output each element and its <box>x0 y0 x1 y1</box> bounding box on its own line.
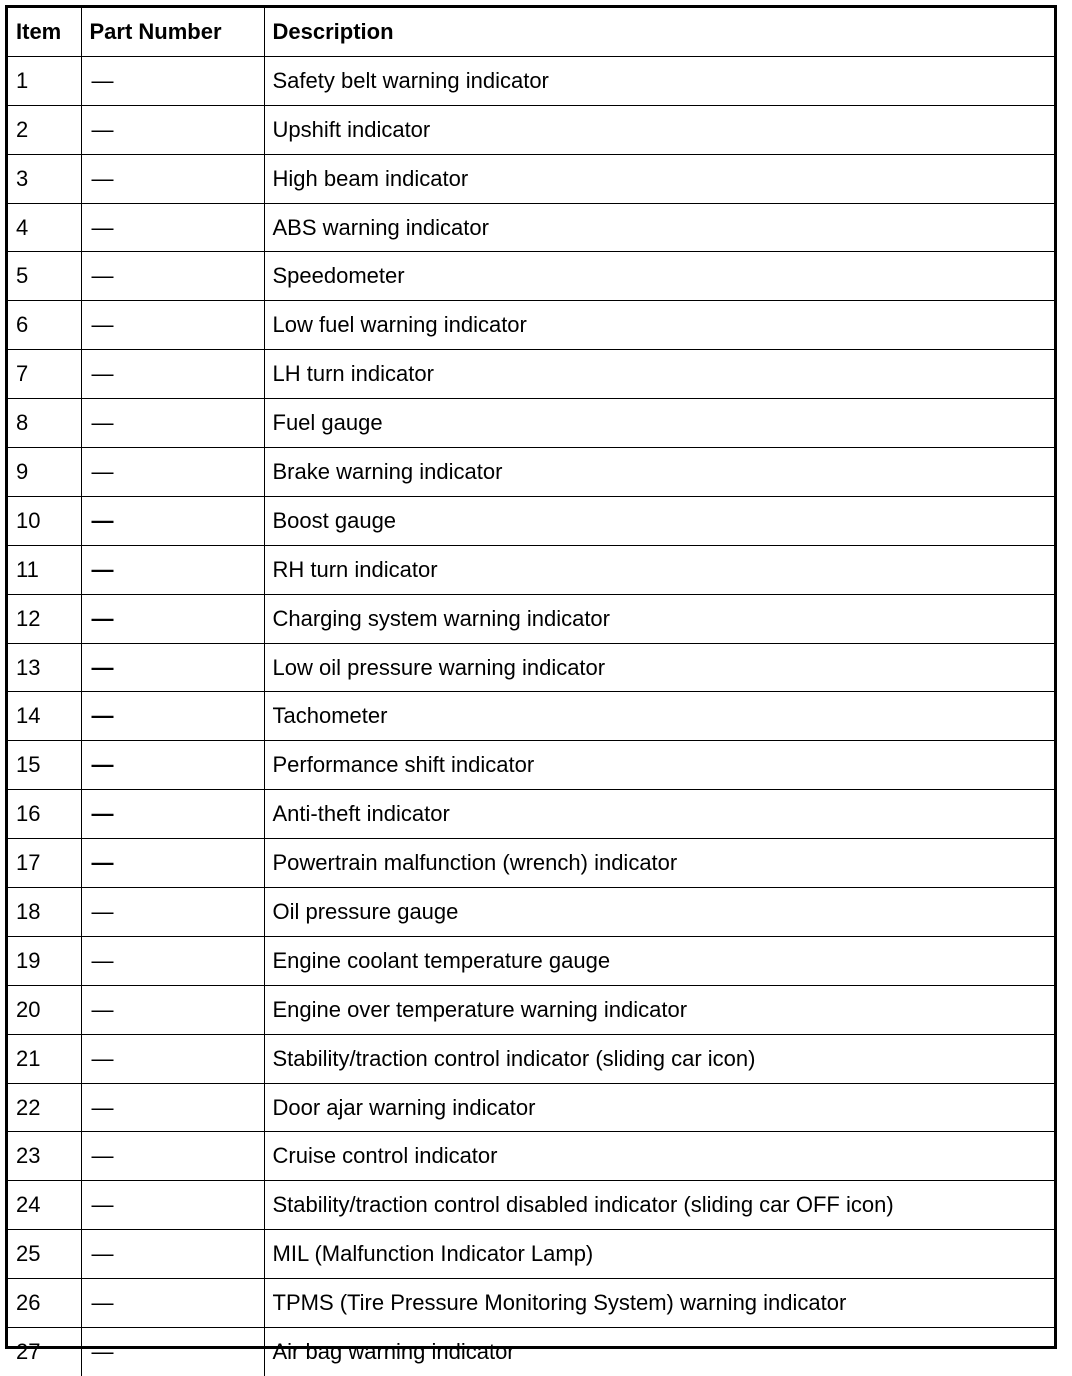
table-row <box>8 985 1054 1034</box>
table-body <box>8 56 1054 1376</box>
description-cell: Boost gauge <box>264 496 1054 545</box>
description-cell: LH turn indicator <box>264 350 1054 399</box>
item-number-cell: 12 <box>8 594 81 643</box>
table-row <box>8 1279 1054 1328</box>
table-row <box>8 1328 1054 1376</box>
item-number-cell: 1 <box>8 56 81 105</box>
column-header-part-number: Part Number <box>81 8 264 56</box>
description-cell: Cruise control indicator <box>264 1132 1054 1181</box>
item-number-cell: 17 <box>8 839 81 888</box>
item-number-cell: 4 <box>8 203 81 252</box>
part-number-cell: — <box>81 203 264 252</box>
item-number-cell: 9 <box>8 448 81 497</box>
description-cell: Anti-theft indicator <box>264 790 1054 839</box>
part-number-cell: — <box>81 105 264 154</box>
table-row <box>8 252 1054 301</box>
item-number-cell: 20 <box>8 985 81 1034</box>
column-header-item: Item <box>8 8 81 56</box>
part-number-cell: — <box>81 888 264 937</box>
description-cell: Oil pressure gauge <box>264 888 1054 937</box>
description-cell: Safety belt warning indicator <box>264 56 1054 105</box>
item-number-cell: 14 <box>8 692 81 741</box>
table-row <box>8 1132 1054 1181</box>
part-number-cell: — <box>81 839 264 888</box>
part-number-cell: — <box>81 252 264 301</box>
item-number-cell: 8 <box>8 399 81 448</box>
part-number-cell: — <box>81 1181 264 1230</box>
item-number-cell: 3 <box>8 154 81 203</box>
table-row <box>8 1034 1054 1083</box>
description-cell: MIL (Malfunction Indicator Lamp) <box>264 1230 1054 1279</box>
table-row <box>8 594 1054 643</box>
table-row <box>8 496 1054 545</box>
table-row <box>8 1230 1054 1279</box>
description-cell: TPMS (Tire Pressure Monitoring System) warning indicator <box>264 1279 1054 1328</box>
part-number-cell: — <box>81 301 264 350</box>
table-row <box>8 692 1054 741</box>
part-number-cell: — <box>81 936 264 985</box>
part-number-cell: — <box>81 1279 264 1328</box>
part-number-cell: — <box>81 399 264 448</box>
parts-table <box>8 8 1054 1376</box>
table-row <box>8 643 1054 692</box>
part-number-cell: — <box>81 448 264 497</box>
description-cell: Engine coolant temperature gauge <box>264 936 1054 985</box>
parts-table-frame <box>5 5 1057 1364</box>
description-cell: Brake warning indicator <box>264 448 1054 497</box>
description-cell: Performance shift indicator <box>264 741 1054 790</box>
item-number-cell: 10 <box>8 496 81 545</box>
table-row <box>8 56 1054 105</box>
table-row <box>8 399 1054 448</box>
description-cell: RH turn indicator <box>264 545 1054 594</box>
part-number-cell: — <box>81 496 264 545</box>
description-cell: Air bag warning indicator <box>264 1328 1054 1376</box>
item-number-cell: 23 <box>8 1132 81 1181</box>
item-number-cell: 27 <box>8 1328 81 1376</box>
part-number-cell: — <box>81 643 264 692</box>
description-cell: Low fuel warning indicator <box>264 301 1054 350</box>
table-row <box>8 154 1054 203</box>
part-number-cell: — <box>81 594 264 643</box>
item-number-cell: 22 <box>8 1083 81 1132</box>
table-row <box>8 1083 1054 1132</box>
item-number-cell: 24 <box>8 1181 81 1230</box>
item-number-cell: 2 <box>8 105 81 154</box>
item-number-cell: 5 <box>8 252 81 301</box>
part-number-cell: — <box>81 1132 264 1181</box>
description-cell: Upshift indicator <box>264 105 1054 154</box>
part-number-cell: — <box>81 985 264 1034</box>
table-row <box>8 301 1054 350</box>
item-number-cell: 26 <box>8 1279 81 1328</box>
part-number-cell: — <box>81 692 264 741</box>
table-row <box>8 790 1054 839</box>
part-number-cell: — <box>81 1328 264 1376</box>
description-cell: High beam indicator <box>264 154 1054 203</box>
description-cell: Speedometer <box>264 252 1054 301</box>
item-number-cell: 21 <box>8 1034 81 1083</box>
description-cell: Door ajar warning indicator <box>264 1083 1054 1132</box>
description-cell: ABS warning indicator <box>264 203 1054 252</box>
part-number-cell: — <box>81 1083 264 1132</box>
part-number-cell: — <box>81 545 264 594</box>
table-row <box>8 545 1054 594</box>
item-number-cell: 18 <box>8 888 81 937</box>
table-row <box>8 350 1054 399</box>
table-row <box>8 203 1054 252</box>
description-cell: Fuel gauge <box>264 399 1054 448</box>
table-row <box>8 888 1054 937</box>
table-row <box>8 448 1054 497</box>
item-number-cell: 15 <box>8 741 81 790</box>
part-number-cell: — <box>81 741 264 790</box>
description-cell: Powertrain malfunction (wrench) indicator <box>264 839 1054 888</box>
item-number-cell: 13 <box>8 643 81 692</box>
description-cell: Low oil pressure warning indicator <box>264 643 1054 692</box>
item-number-cell: 25 <box>8 1230 81 1279</box>
part-number-cell: — <box>81 790 264 839</box>
part-number-cell: — <box>81 1230 264 1279</box>
description-cell: Tachometer <box>264 692 1054 741</box>
item-number-cell: 6 <box>8 301 81 350</box>
part-number-cell: — <box>81 56 264 105</box>
table-row <box>8 105 1054 154</box>
description-cell: Charging system warning indicator <box>264 594 1054 643</box>
table-row <box>8 741 1054 790</box>
item-number-cell: 11 <box>8 545 81 594</box>
table-row <box>8 936 1054 985</box>
item-number-cell: 7 <box>8 350 81 399</box>
table-row <box>8 839 1054 888</box>
item-number-cell: 19 <box>8 936 81 985</box>
part-number-cell: — <box>81 154 264 203</box>
description-cell: Stability/traction control disabled indicator (sliding car OFF icon) <box>264 1181 1054 1230</box>
description-cell: Stability/traction control indicator (sliding car icon) <box>264 1034 1054 1083</box>
item-number-cell: 16 <box>8 790 81 839</box>
part-number-cell: — <box>81 1034 264 1083</box>
part-number-cell: — <box>81 350 264 399</box>
column-header-description: Description <box>264 8 1054 56</box>
table-header-row <box>8 8 1054 56</box>
table-row <box>8 1181 1054 1230</box>
description-cell: Engine over temperature warning indicator <box>264 985 1054 1034</box>
